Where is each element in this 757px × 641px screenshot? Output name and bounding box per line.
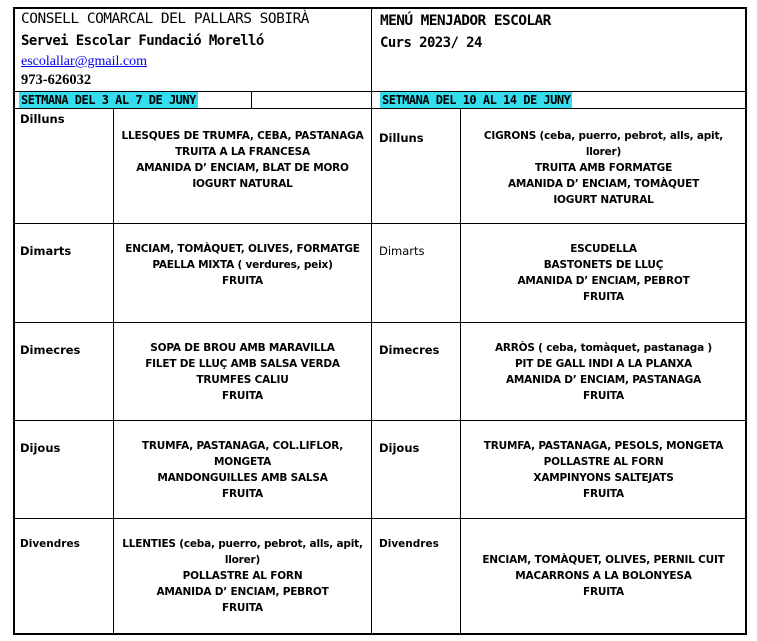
dish: MONGETA: [213, 456, 272, 468]
dish: IOGURT NATURAL: [192, 178, 293, 190]
dish: FRUITA: [222, 488, 263, 500]
dish: PIT DE GALL INDI A LA PLANXA: [515, 358, 692, 370]
dish: POLLASTRE AL FORN: [543, 456, 664, 468]
org-name: CONSELL COMARCAL DEL PALLARS SOBIRÀ: [21, 11, 310, 27]
dish: AMANIDA D’ ENCIAM, BLAT DE MORO: [136, 162, 349, 174]
menu-w2-dimecres: [461, 340, 746, 404]
menu-w2-divendres: [461, 552, 746, 600]
dish: FRUITA: [583, 390, 624, 402]
menu-w1-dimecres: [114, 340, 371, 404]
dish: PAELLA MIXTA ( verdures, peix): [152, 259, 333, 271]
day-label-w1: Dimarts: [20, 244, 72, 258]
dish: BASTONETS DE LLUÇ: [543, 259, 664, 271]
divider-weeks: [14, 108, 746, 109]
course-label: Curs 2023/ 24: [380, 35, 482, 51]
dish: FRUITA: [583, 291, 624, 303]
day-label-w2: Dimecres: [379, 343, 440, 357]
menu-w2-dimarts: [461, 241, 746, 305]
dish: TRUITA AMB FORMATGE: [534, 162, 673, 174]
dish: AMANIDA D’ ENCIAM, PASTANAGA: [506, 374, 701, 386]
dish: ENCIAM, TOMÀQUET, OLIVES, PERNIL CUIT: [482, 554, 725, 566]
day-label-w1: Dimecres: [20, 343, 81, 357]
dish: llorer): [224, 554, 261, 566]
menu-title: MENÚ MENJADOR ESCOLAR: [380, 13, 551, 29]
divider-row-4: [14, 518, 746, 519]
dish: FRUITA: [222, 275, 263, 287]
dish: LLESQUES DE TRUMFA, CEBA, PASTANAGA: [121, 130, 364, 142]
phone-number: 973-626032: [21, 72, 92, 88]
dish: TRUMFES CALIU: [196, 374, 289, 386]
service-name: Servei Escolar Fundació Morelló: [21, 33, 264, 49]
dish: ARRÒS ( ceba, tomàquet, pastanaga ): [494, 342, 713, 354]
dish: llorer): [585, 146, 622, 158]
dish: AMANIDA D’ ENCIAM, PEBROT: [156, 586, 329, 598]
day-label-w2: Divendres: [379, 538, 439, 550]
menu-w1-divendres: [114, 536, 371, 616]
week2-label: SETMANA DEL 10 AL 14 DE JUNY: [382, 93, 571, 107]
divider-row-1: [14, 223, 746, 224]
dish: FILET DE LLUÇ AMB SALSA VERDA: [145, 358, 340, 370]
dish: FRUITA: [583, 586, 624, 598]
dish: ESCUDELLA: [570, 243, 637, 255]
dish: FRUITA: [222, 390, 263, 402]
dish: AMANIDA D’ ENCIAM, TOMÀQUET: [507, 178, 700, 190]
divider-row-2: [14, 322, 746, 323]
day-label-w2: Dimarts: [379, 244, 425, 258]
dish: POLLASTRE AL FORN: [182, 570, 303, 582]
dish: LLENTIES (ceba, puerro, pebrot, alls, apit,: [122, 538, 363, 550]
day-label-w2: Dilluns: [379, 131, 424, 145]
email-link[interactable]: escolallar@gmail.com: [21, 54, 148, 69]
dish: FRUITA: [583, 488, 624, 500]
week1-label: SETMANA DEL 3 AL 7 DE JUNY: [21, 93, 196, 107]
dish: IOGURT NATURAL: [553, 194, 654, 206]
dish: ENCIAM, TOMÀQUET, OLIVES, FORMATGE: [125, 243, 360, 255]
divider-center: [371, 8, 372, 634]
divider-week1-label: [251, 92, 252, 109]
dish: SOPA DE BROU AMB MARAVILLA: [150, 342, 335, 354]
day-label-w1: Dilluns: [20, 112, 65, 126]
dish: TRUMFA, PASTANAGA, PESOLS, MONGETA: [483, 440, 724, 452]
menu-w2-dijous: [461, 438, 746, 502]
menu-w1-dijous: [114, 438, 371, 502]
dish: MANDONGUILLES AMB SALSA: [157, 472, 328, 484]
menu-w2-dilluns: [461, 128, 746, 208]
dish: XAMPINYONS SALTEJATS: [533, 472, 674, 484]
dish: CIGRONS (ceba, puerro, pebrot, alls, apit,: [483, 130, 724, 142]
day-label-w1: Dijous: [20, 441, 61, 455]
day-label-w1: Divendres: [20, 538, 80, 550]
dish: TRUITA A LA FRANCESA: [175, 146, 310, 158]
dish: FRUITA: [222, 602, 263, 614]
day-label-w2: Dijous: [379, 441, 420, 455]
menu-w1-dilluns: [114, 128, 371, 192]
menu-w1-dimarts: [114, 241, 371, 289]
dish: AMANIDA D’ ENCIAM, PEBROT: [517, 275, 690, 287]
dish: TRUMFA, PASTANAGA, COL.LIFLOR,: [141, 440, 344, 452]
dish: MACARRONS A LA BOLONYESA: [515, 570, 692, 582]
divider-row-3: [14, 420, 746, 421]
